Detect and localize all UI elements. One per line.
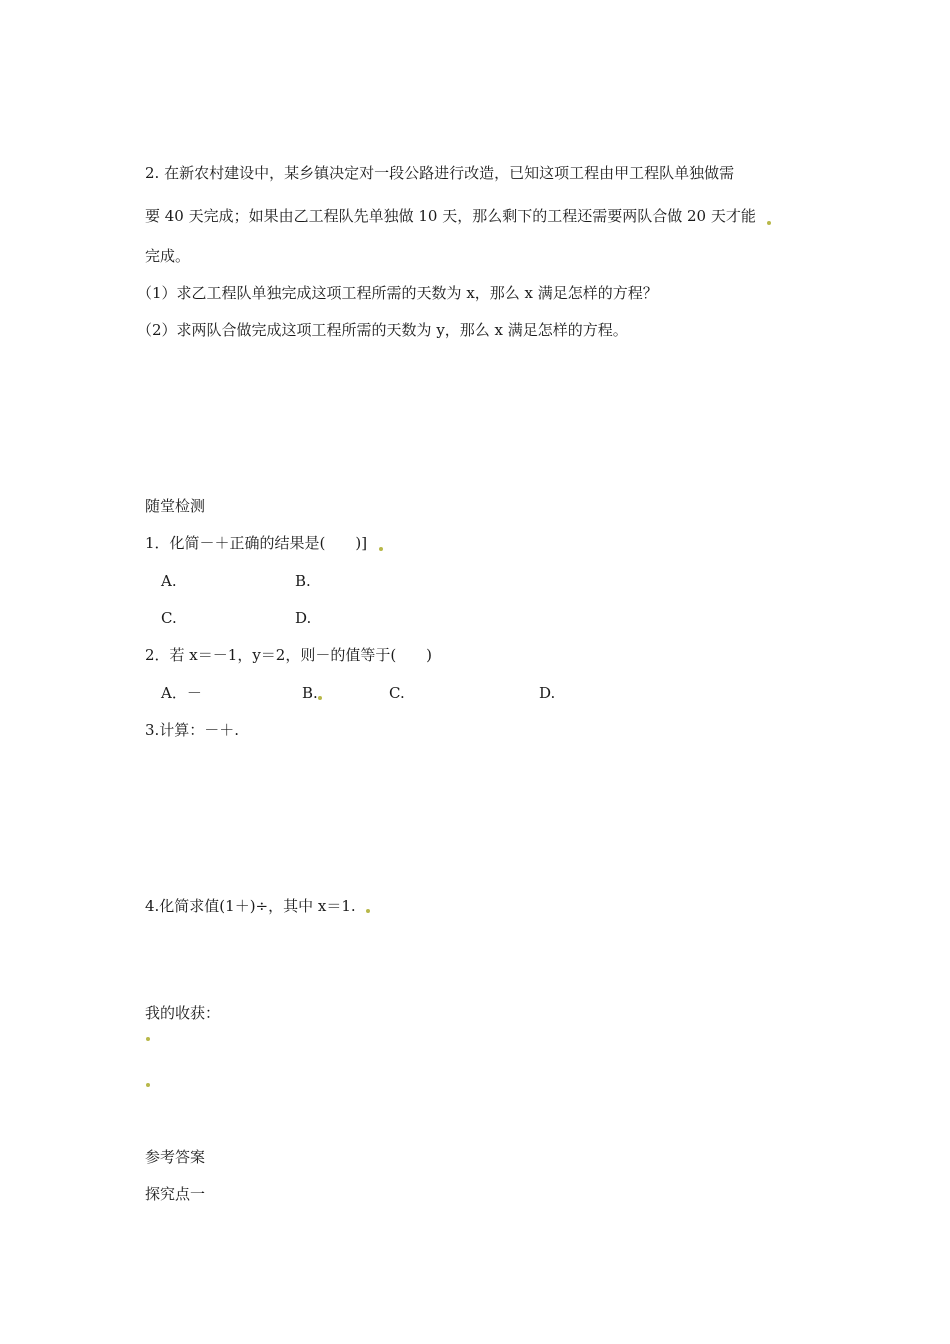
speck-mark <box>146 1037 150 1041</box>
quiz-item2-stem: 2．若 x＝－1，y＝2，则－的值等于( ) <box>145 646 433 664</box>
quiz-heading: 随堂检测 <box>145 497 206 515</box>
quiz-item4: 4.化简求值(1＋)÷，其中 x＝1. <box>145 897 356 915</box>
quiz-item1-option-c: C. <box>161 609 177 627</box>
problem2-question1: （1）求乙工程队单独完成这项工程所需的天数为 x，那么 x 满足怎样的方程？ <box>137 284 658 302</box>
harvest-heading: 我的收获： <box>145 1004 221 1022</box>
problem2-question2: （2）求两队合做完成这项工程所需的天数为 y，那么 x 满足怎样的方程。 <box>137 321 628 339</box>
quiz-item2-option-a: A．－ <box>161 684 202 702</box>
quiz-item1-option-d: D. <box>295 609 312 627</box>
speck-mark <box>767 221 771 225</box>
quiz-item1-stem: 1．化简－＋正确的结果是( )] <box>145 534 368 552</box>
quiz-item2-option-d: D. <box>539 684 556 702</box>
answers-heading: 参考答案 <box>145 1148 206 1166</box>
quiz-item2-option-c: C. <box>389 684 405 702</box>
problem2-line3: 完成。 <box>145 247 191 265</box>
quiz-item1-option-a: A. <box>161 572 177 590</box>
problem2-line2: 要 40 天完成；如果由乙工程队先单独做 10 天，那么剩下的工程还需要两队合做 20 天才能 <box>145 207 756 225</box>
answers-section1: 探究点一 <box>145 1185 206 1203</box>
speck-mark <box>146 1083 150 1087</box>
speck-mark <box>318 696 322 700</box>
quiz-item3: 3.计算：－＋. <box>145 721 240 739</box>
problem2-line1: 2. 在新农村建设中，某乡镇决定对一段公路进行改造，已知这项工程由甲工程队单独做需 <box>145 164 735 182</box>
speck-mark <box>379 547 383 551</box>
quiz-item2-option-b: B. <box>302 684 318 702</box>
quiz-item1-option-b: B. <box>295 572 311 590</box>
speck-mark <box>366 909 370 913</box>
